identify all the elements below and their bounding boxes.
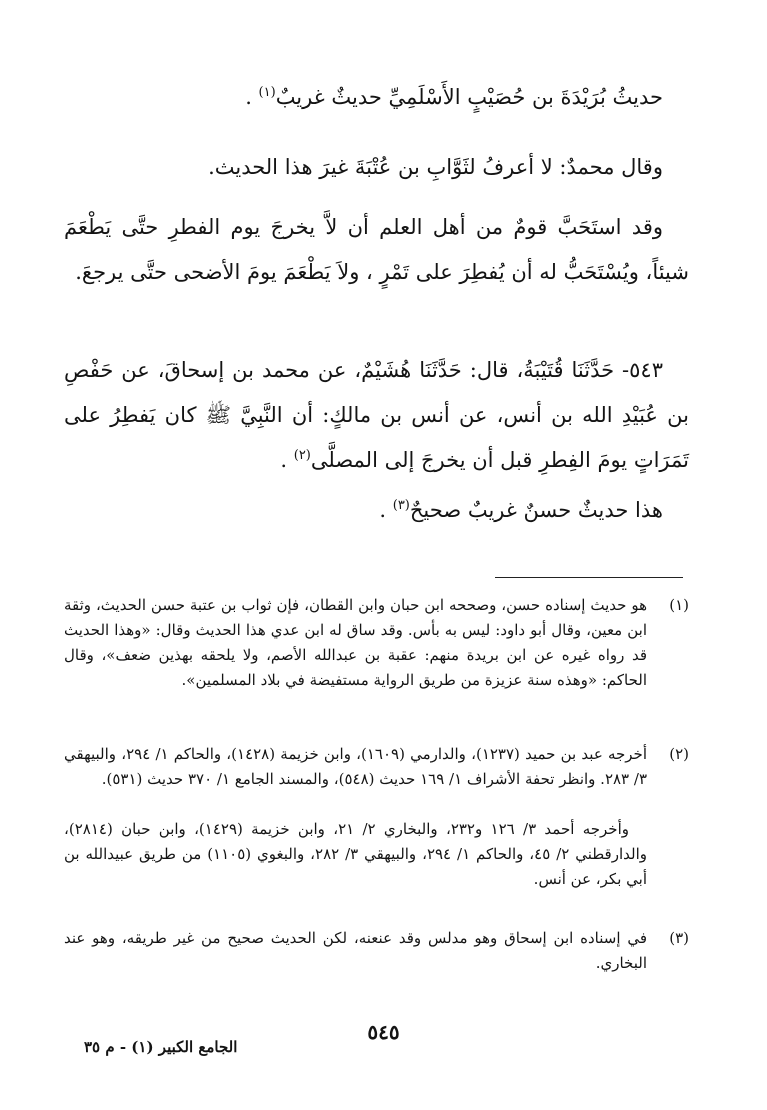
paragraph-text: حديثُ بُرَيْدَةَ بن حُصَيْبٍ الأَسْلَمِيِّ حديثٌ غريبٌ: [275, 85, 663, 109]
footnote-1: [64, 593, 689, 693]
footnote-3: [64, 926, 689, 976]
footnote-2-continued: [64, 817, 689, 892]
footnote-text: أخرجه عبد بن حميد (١٢٣٧)، والدارمي (١٦٠٩)، وابن خزيمة (١٤٢٨)، والحاكم ١/ ٢٩٤، والبيهقي ٣/ ٢٨٣. وانظر تحفة الأشراف ١/ ١٦٩ حديث (٥٤٨)، والمسند الجامع ١/ ٣٧٠ حديث (٥٣١).: [64, 745, 647, 788]
paragraph-hadith-grade: [64, 75, 689, 120]
paragraph-hadith-543: [64, 348, 689, 483]
footnote-text: هو حديث إسناده حسن، وصححه ابن حبان وابن القطان، فإن ثواب بن عتبة حسن الحديث، وثقة ابن معين، وقال أبو داود: ليس به بأس. وقد ساق له ابن عدي هذا الحديث وقال: «وهذا الحديث قد رواه غيره عن ابن بريدة منهم: عقبة بن عبدالله الأصم، ولا يلحقه بهذين ضعف»، وقال الحاكم: «وهذه سنة عزيزة من طريق الرواية مستفيضة في بلاد المسلمين».: [64, 596, 647, 689]
paragraph-end: .: [280, 448, 294, 472]
footnote-ref[interactable]: (١): [258, 85, 276, 100]
book-signature: الجامع الكبير (١) - م ٣٥: [84, 1038, 238, 1056]
paragraph-hadith-grade-2: [64, 488, 689, 533]
footnote-separator: [495, 577, 683, 578]
paragraph-muhammad-remark: [64, 145, 689, 190]
paragraph-scholars-opinion: [64, 205, 689, 295]
footnote-number: (١): [669, 596, 689, 614]
paragraph-end: .: [245, 85, 259, 109]
paragraph-text: هذا حديثٌ حسنٌ غريبٌ صحيحٌ: [409, 498, 663, 522]
footnote-ref[interactable]: (٢): [293, 448, 311, 463]
paragraph-end: .: [379, 498, 393, 522]
footnote-text: وأخرجه أحمد ٣/ ١٢٦ و٢٣٢، والبخاري ٢/ ٢١، وابن خزيمة (١٤٢٩)، وابن حبان (٢٨١٤)، والدارقطني ٢/ ٤٥، والحاكم ١/ ٢٩٤، والبيهقي ٣/ ٢٨٢، والبغوي (١١٠٥) من طريق عبيدالله بن أبي بكر، عن أنس.: [64, 820, 647, 888]
paragraph-text: وقد استَحَبَّ قومٌ من أهل العلم أن لاَّ يخرجَ يوم الفطرِ حتَّى يَطْعَمَ شيئاً، ويُسْتَحَبُّ له أن يُفطِرَ على تَمْرٍ ، ولاَ يَطْعَمَ يومَ الأضحى حتَّى يرجعَ.: [64, 215, 689, 284]
footnote-2: [64, 742, 689, 792]
paragraph-text: وقال محمدٌ: لا أعرفُ لثَوَّابِ بن عُتْبَةَ غيرَ هذا الحديث.: [208, 155, 663, 179]
paragraph-text: ٥٤٣- حَدَّثَنَا قُتَيْبَةُ، قال: حَدَّثَنَا هُشَيْمٌ، عن محمد بن إسحاقَ، عن حَفْصِ بن عُبَيْدِ الله بن أنس، عن أنس بن مالكٍ: أن النَّبِيَّ ﷺ كان يَفطِرُ على تَمَرَاتٍ يومَ الفِطرِ قبل أن يخرجَ إلى المصلَّى: [64, 358, 689, 472]
footnote-number: (٢): [669, 745, 689, 763]
page-number: ٥٤٥: [367, 1020, 400, 1044]
footnote-ref[interactable]: (٣): [392, 498, 410, 513]
footnote-text: في إسناده ابن إسحاق وهو مدلس وقد عنعنه، لكن الحديث صحيح من غير طريقه، وهو عند البخاري.: [64, 929, 647, 972]
footnote-number: (٣): [669, 929, 689, 947]
